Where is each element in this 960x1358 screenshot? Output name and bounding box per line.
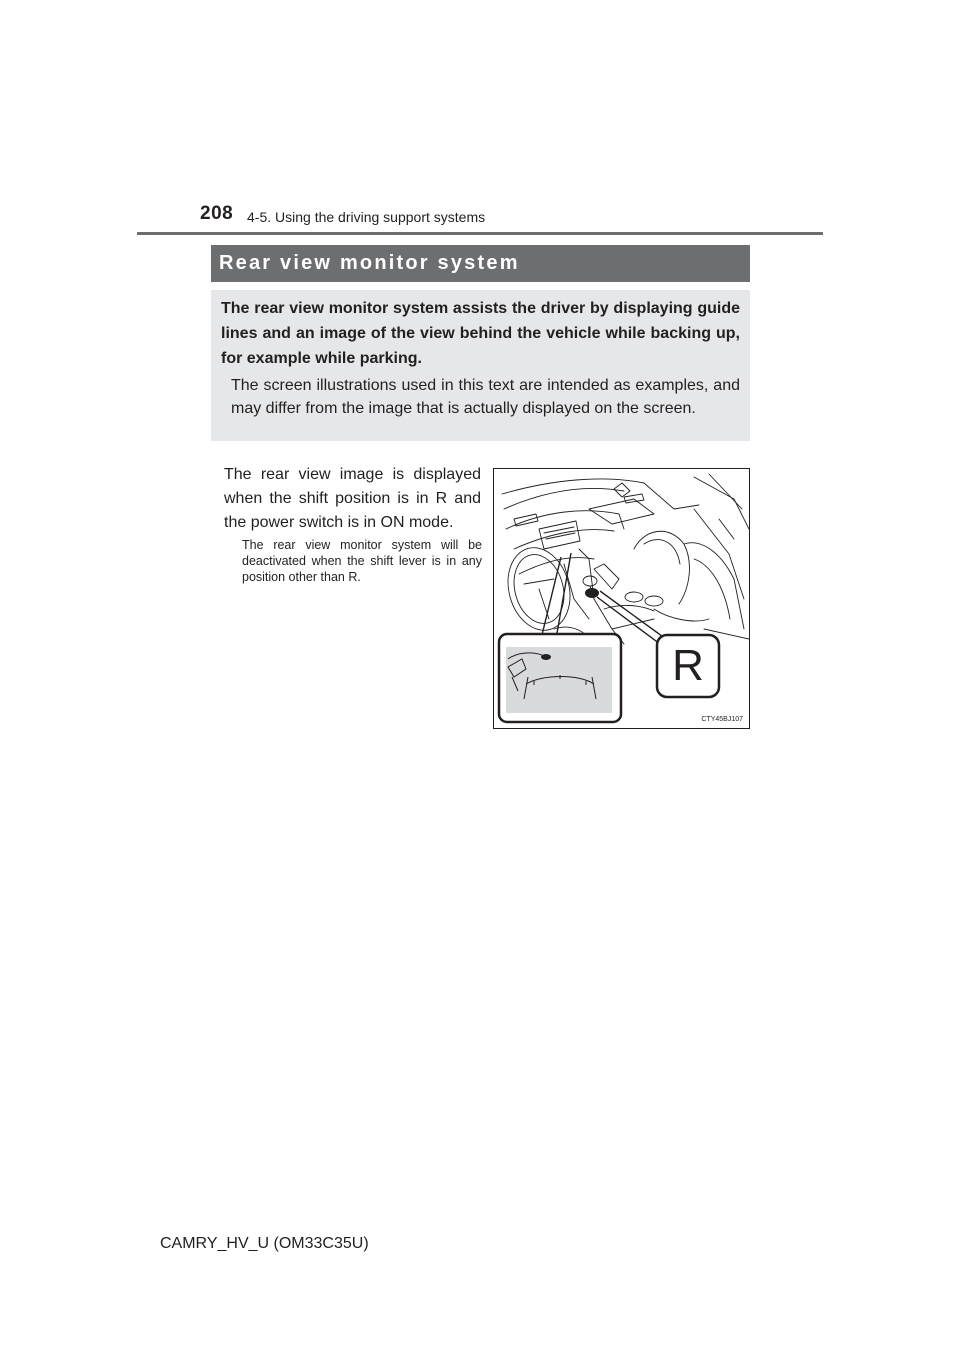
section-title: Rear view monitor system xyxy=(219,252,520,274)
intro-box xyxy=(211,290,750,441)
intro-note: The screen illustrations used in this text are intended as examples, and may differ from the image that is actually displayed on the screen. xyxy=(231,377,740,417)
section-label: 4-5. Using the driving support systems xyxy=(247,209,486,225)
section-title-bar xyxy=(211,245,750,282)
intro-lead: The rear view monitor system assists the driver by displaying guide lines and an image of the view behind the vehicle while backing up, for example while parking. xyxy=(221,300,740,367)
page-number: 208 xyxy=(200,203,234,224)
gear-r-callout-label: R xyxy=(672,641,704,690)
body-note: The rear view monitor system will be deactivated when the shift lever is in any position other than R. xyxy=(242,538,482,584)
figure-cabin-illustration xyxy=(493,468,750,729)
header-rule xyxy=(137,232,823,235)
body-text: The rear view image is displayed when the shift position is in R and the power switch is in ON mode. xyxy=(224,466,481,531)
figure-code: CTY45BJ107 xyxy=(701,716,743,723)
footer-model: CAMRY_HV_U (OM33C35U) xyxy=(160,1235,369,1252)
